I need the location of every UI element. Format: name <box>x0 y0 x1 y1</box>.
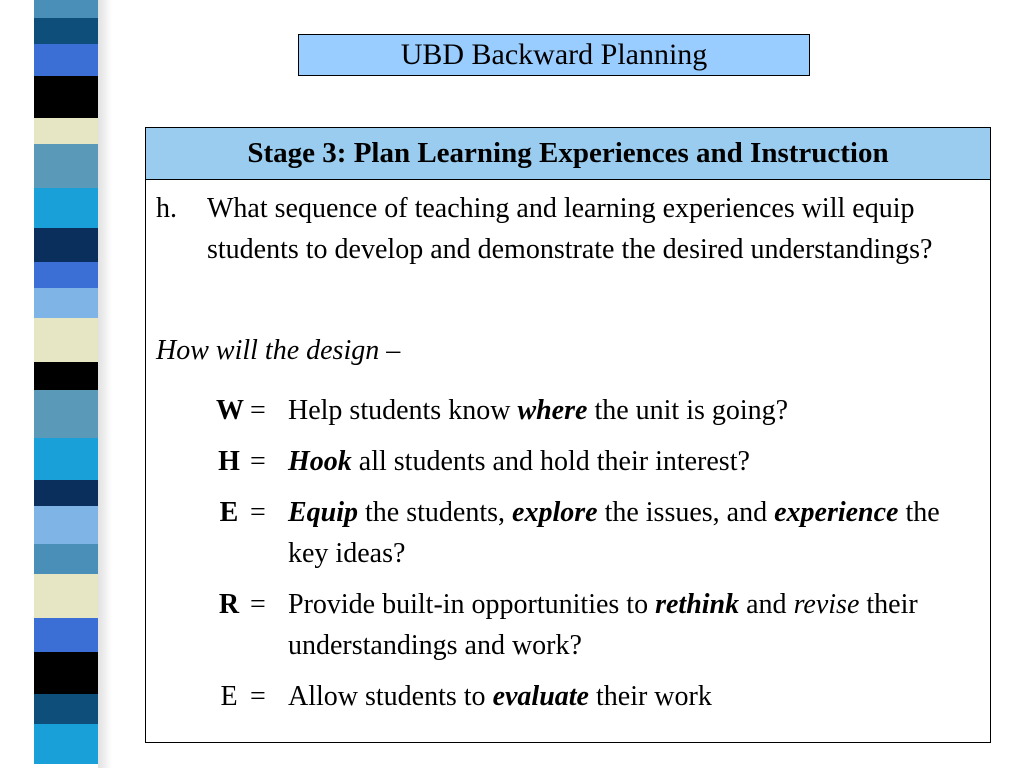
equals-sign: = <box>250 395 266 426</box>
stripe-band <box>34 652 98 694</box>
question-text: What sequence of teaching and learning experiences will equip students to develop and demonstrate the desired understandings? <box>207 193 933 265</box>
item-text <box>288 497 940 569</box>
equals-sign: = <box>250 497 266 528</box>
stripe-band <box>34 574 98 618</box>
emphasis-word: experience <box>774 497 899 528</box>
text-part: Provide built-in opportunities to <box>288 589 656 620</box>
item-text <box>288 589 918 661</box>
stripe-band <box>34 18 98 44</box>
list-item-r <box>216 584 956 666</box>
stripe-band <box>34 188 98 228</box>
stage-box <box>145 127 991 743</box>
text-part: the issues, and <box>597 497 775 528</box>
text-part: Allow students to <box>288 681 493 712</box>
text-part: the students, <box>358 497 513 528</box>
stripe-band <box>34 480 98 506</box>
list-item-e2 <box>216 676 956 717</box>
stripe-band <box>34 362 98 390</box>
item-letter: E <box>220 681 238 712</box>
stripe-band <box>34 262 98 288</box>
slide-title-text: UBD Backward Planning <box>400 38 708 71</box>
text-part: their understandings and work? <box>288 589 918 661</box>
stripe-band <box>34 618 98 652</box>
question-label: h. <box>156 193 177 224</box>
item-letter: E <box>219 497 239 528</box>
text-part: the unit is going? <box>587 395 789 426</box>
stage-header <box>146 128 990 180</box>
list-item-w <box>216 390 956 431</box>
emphasis-word: explore <box>512 497 598 528</box>
where-list <box>216 390 956 727</box>
item-letter: H <box>218 446 240 477</box>
emphasis-word: evaluate <box>492 681 589 712</box>
slide-title <box>298 34 810 76</box>
text-part: and <box>739 589 794 620</box>
stripe-band <box>34 44 98 76</box>
item-text <box>288 446 750 477</box>
item-text <box>288 681 712 712</box>
list-item-h <box>216 441 956 482</box>
text-part: the key ideas? <box>288 497 940 569</box>
text-part: their work <box>588 681 712 712</box>
text-part: Help students know <box>288 395 518 426</box>
stripe-band <box>34 228 98 262</box>
emphasis-word: where <box>517 395 588 426</box>
stripe-band <box>34 288 98 318</box>
stripe-band <box>34 144 98 188</box>
stripe-band <box>34 0 98 18</box>
stripe-shadow <box>98 0 112 768</box>
stripe-band <box>34 318 98 362</box>
stripe-band <box>34 544 98 574</box>
decorative-stripe <box>34 0 98 768</box>
item-letter: R <box>218 589 240 620</box>
stripe-band <box>34 390 98 438</box>
stage-header-text: Stage 3: Plan Learning Experiences and Instruction <box>247 137 889 169</box>
stripe-band <box>34 118 98 144</box>
equals-sign: = <box>250 681 266 712</box>
emphasis-word: revise <box>793 589 860 620</box>
equals-sign: = <box>250 446 266 477</box>
equals-sign: = <box>250 589 266 620</box>
emphasis-word: Equip <box>288 497 359 528</box>
text-part: all students and hold their interest? <box>351 446 750 477</box>
question <box>156 188 936 270</box>
item-text <box>288 395 788 426</box>
emphasis-word: Hook <box>288 446 352 477</box>
emphasis-word: rethink <box>655 589 740 620</box>
item-letter: W <box>216 395 244 426</box>
design-prompt: How will the design – <box>156 335 401 366</box>
list-item-e <box>216 492 956 574</box>
stripe-band <box>34 438 98 480</box>
stripe-band <box>34 76 98 118</box>
stripe-band <box>34 694 98 724</box>
stripe-band <box>34 506 98 544</box>
stripe-band <box>34 724 98 764</box>
